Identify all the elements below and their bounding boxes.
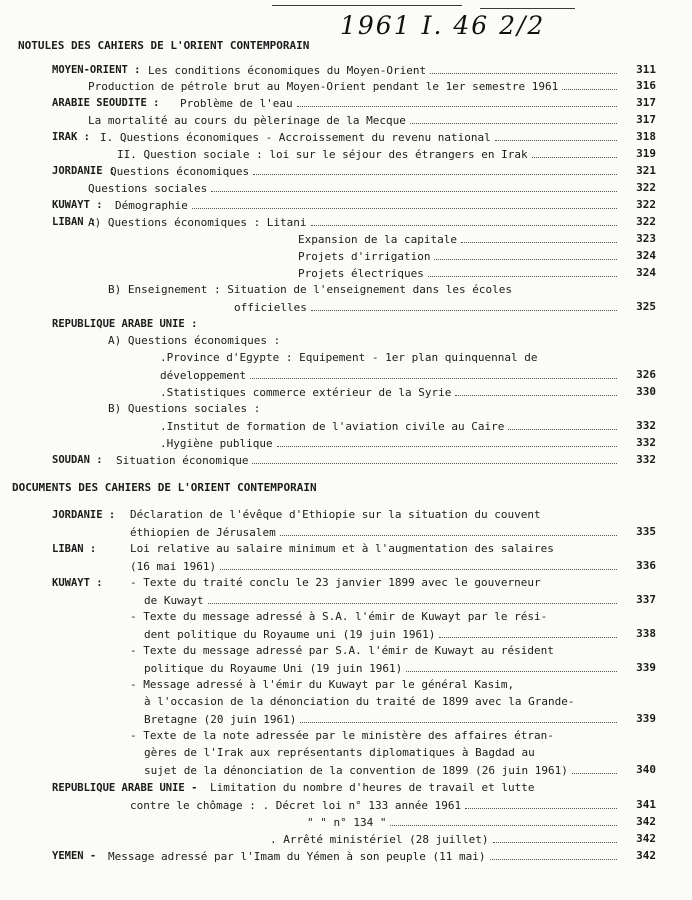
toc-entry	[0, 163, 692, 179]
top-rule-left	[272, 5, 462, 6]
toc-entry	[0, 367, 692, 383]
entry-text	[298, 248, 620, 265]
dot-leader	[280, 524, 617, 536]
entry-text	[110, 163, 620, 180]
entry-text	[298, 231, 620, 248]
entry-title: Démographie	[115, 199, 188, 212]
entry-title: - Message adressé à l'émir du Kuwayt par le général Kasim,	[130, 678, 515, 691]
page-number: 317	[636, 113, 656, 126]
entry-text	[144, 762, 620, 779]
entry-title: Problème de l'eau	[180, 97, 293, 110]
entry-text	[144, 660, 620, 677]
page-number: 322	[636, 181, 656, 194]
toc-entry	[0, 78, 692, 94]
entry-title: contre le chômage : . Décret loi n° 133 année 1961	[130, 799, 462, 812]
dot-leader	[311, 214, 617, 226]
page-number: 339	[636, 712, 656, 725]
entry-text	[115, 197, 620, 214]
page-number: 332	[636, 453, 656, 466]
toc-entry	[0, 558, 692, 574]
dot-leader	[277, 435, 617, 447]
entry-text	[108, 848, 620, 865]
page-number: 321	[636, 164, 656, 177]
entry-text	[298, 265, 620, 282]
country-label: LIBAN :	[52, 216, 97, 228]
page-number: 332	[636, 436, 656, 449]
dot-leader	[390, 814, 617, 826]
entry-title: Questions économiques	[110, 165, 250, 178]
toc-entry	[0, 643, 692, 659]
toc-entry	[0, 507, 692, 523]
entry-title: - Texte de la note adressée par le ministère des affaires étran-	[130, 729, 554, 742]
entry-title: A) Questions économiques :	[108, 334, 281, 347]
toc-entry	[0, 814, 692, 830]
toc-entry	[0, 299, 692, 315]
page-number: 342	[636, 832, 656, 845]
entry-title: Projets d'irrigation	[298, 250, 431, 263]
dot-leader	[493, 831, 617, 843]
page-number: 342	[636, 815, 656, 828]
entry-text	[117, 146, 620, 163]
page-number: 322	[636, 215, 656, 228]
toc-entry	[0, 848, 692, 864]
toc-entry	[0, 660, 692, 676]
toc-entry	[0, 248, 692, 264]
toc-entry	[0, 592, 692, 608]
entry-title: Projets électriques	[298, 267, 424, 280]
toc-entry	[0, 831, 692, 847]
entry-text	[270, 831, 620, 848]
page-number: 324	[636, 249, 656, 262]
dot-leader	[297, 95, 617, 107]
entry-text	[88, 112, 620, 129]
toc-entry	[0, 435, 692, 451]
toc-entry	[0, 797, 692, 813]
entry-text	[130, 558, 620, 575]
entry-title: . Arrêté ministériel (28 juillet)	[270, 833, 489, 846]
entry-text	[88, 78, 620, 95]
dot-leader	[211, 180, 617, 192]
page-number: 316	[636, 79, 656, 92]
page-number: 338	[636, 627, 656, 640]
entry-text	[88, 180, 620, 197]
toc-entry	[0, 282, 692, 298]
entry-title: B) Questions sociales :	[108, 402, 261, 415]
country-label: LIBAN :	[52, 543, 97, 555]
entry-text	[144, 626, 620, 643]
entry-title: Bretagne (20 juin 1961)	[144, 713, 297, 726]
toc-entry	[0, 62, 692, 78]
toc-entry	[0, 265, 692, 281]
entry-text	[160, 435, 620, 452]
page-number: 311	[636, 63, 656, 76]
dot-leader	[430, 62, 617, 74]
country-label: YEMEN -	[52, 850, 97, 862]
page-number: 322	[636, 198, 656, 211]
country-label: MOYEN-ORIENT :	[52, 64, 141, 76]
toc-entry	[0, 180, 692, 196]
entry-text	[148, 62, 620, 79]
entry-title: Déclaration de l'évêque d'Ethiopie sur la situation du couvent	[130, 508, 541, 521]
entry-text	[88, 214, 620, 231]
entry-text	[160, 418, 620, 435]
toc-entry	[0, 197, 692, 213]
entry-title: La mortalité au cours du pèlerinage de la Mecque	[88, 114, 406, 127]
entry-title: .Province d'Egypte : Equipement - 1er plan quinquennal de	[160, 351, 538, 364]
toc-entry	[0, 384, 692, 400]
page-number: 317	[636, 96, 656, 109]
toc-entry	[0, 626, 692, 642]
entry-title: Production de pétrole brut au Moyen-Orient pendant le 1er semestre 1961	[88, 80, 559, 93]
toc-entry	[0, 780, 692, 796]
entry-title: B) Enseignement : Situation de l'enseignement dans les écoles	[108, 283, 512, 296]
toc-entry	[0, 112, 692, 128]
toc-entry	[0, 609, 692, 625]
entry-title: - Texte du message adressé à S.A. l'émir de Kuwayt par le rési-	[130, 610, 548, 623]
toc-entry	[0, 146, 692, 162]
entry-text	[130, 524, 620, 541]
dot-leader	[252, 452, 617, 464]
entry-text	[180, 95, 620, 112]
entry-text	[160, 367, 620, 384]
toc-entry	[0, 95, 692, 111]
dot-leader	[532, 146, 617, 158]
top-rule-right	[480, 8, 575, 9]
entry-title: à l'occasion de la dénonciation du traité de 1899 avec la Grande-	[144, 695, 575, 708]
page-number: 341	[636, 798, 656, 811]
toc-entry	[0, 350, 692, 366]
toc-entry	[0, 694, 692, 710]
page-number: 325	[636, 300, 656, 313]
dot-leader	[434, 248, 617, 260]
page-number: 342	[636, 849, 656, 862]
entry-title: éthiopien de Jérusalem	[130, 526, 276, 539]
page-number: 335	[636, 525, 656, 538]
toc-entry	[0, 745, 692, 761]
dot-leader	[572, 762, 617, 774]
entry-text	[307, 814, 620, 831]
entry-title: Message adressé par l'Imam du Yémen à son peuple (11 mai)	[108, 850, 486, 863]
entry-text	[160, 384, 620, 401]
entry-title: Situation économique	[116, 454, 249, 467]
toc-entry	[0, 541, 692, 557]
dot-leader	[455, 384, 617, 396]
entry-title: de Kuwayt	[144, 594, 204, 607]
toc-entry	[0, 762, 692, 778]
entry-text	[144, 592, 620, 609]
entry-title: Questions sociales	[88, 182, 208, 195]
dot-leader	[192, 197, 617, 209]
dot-leader	[495, 129, 617, 141]
toc-entry	[0, 418, 692, 434]
section-title-notules: NOTULES DES CAHIERS DE L'ORIENT CONTEMPORAIN	[18, 39, 310, 52]
dot-leader	[311, 299, 617, 311]
toc-entry	[0, 677, 692, 693]
dot-leader	[439, 626, 617, 638]
dot-leader	[562, 78, 617, 90]
country-label: IRAK :	[52, 131, 90, 143]
entry-title: .Statistiques commerce extérieur de la Syrie	[160, 386, 452, 399]
entry-title: A) Questions économiques : Litani	[88, 216, 307, 229]
toc-entry	[0, 401, 692, 417]
entry-title: I. Questions économiques - Accroissement du revenu national	[100, 131, 491, 144]
dot-leader	[253, 163, 617, 175]
dot-leader	[208, 592, 617, 604]
entry-title: - Texte du message adressé par S.A. l'émir de Kuwayt au résident	[130, 644, 554, 657]
page-number: 318	[636, 130, 656, 143]
toc-entry	[0, 452, 692, 468]
entry-title: gères de l'Irak aux représentants diplomatiques à Bagdad au	[144, 746, 535, 759]
country-label: JORDANIE :	[52, 165, 116, 177]
toc-entry	[0, 728, 692, 744]
entry-title: Loi relative au salaire minimum et à l'augmentation des salaires	[130, 542, 554, 555]
page-number: 323	[636, 232, 656, 245]
dot-leader	[250, 367, 617, 379]
entry-title: dent politique du Royaume uni (19 juin 1961)	[144, 628, 436, 641]
entry-title: Expansion de la capitale	[298, 233, 457, 246]
toc-entry	[0, 333, 692, 349]
country-label: REPUBLIQUE ARABE UNIE :	[52, 318, 198, 330]
toc-entry	[0, 316, 692, 332]
dot-leader	[428, 265, 617, 277]
entry-title: .Institut de formation de l'aviation civile au Caire	[160, 420, 505, 433]
country-label: JORDANIE :	[52, 509, 116, 521]
toc-entry	[0, 711, 692, 727]
dot-leader	[406, 660, 617, 672]
entry-text	[130, 797, 620, 814]
entry-text	[234, 299, 620, 316]
page-number: 336	[636, 559, 656, 572]
page-number: 330	[636, 385, 656, 398]
country-label: KUWAYT :	[52, 199, 103, 211]
country-label: KUWAYT :	[52, 577, 103, 589]
toc-entry	[0, 129, 692, 145]
page-number: 326	[636, 368, 656, 381]
entry-title: .Hygiène publique	[160, 437, 273, 450]
page-number: 337	[636, 593, 656, 606]
page-number: 324	[636, 266, 656, 279]
entry-title: - Texte du traité conclu le 23 janvier 1899 avec le gouverneur	[130, 576, 541, 589]
dot-leader	[410, 112, 617, 124]
entry-text	[100, 129, 620, 146]
entry-title: sujet de la dénonciation de la convention de 1899 (26 juin 1961)	[144, 764, 568, 777]
toc-entry	[0, 575, 692, 591]
page-number: 319	[636, 147, 656, 160]
entry-title: développement	[160, 369, 247, 382]
handwritten-note: 1961 I. 46 2/2	[340, 11, 546, 40]
dot-leader	[465, 797, 617, 809]
entry-title: Limitation du nombre d'heures de travail et lutte	[210, 781, 535, 794]
entry-title: Les conditions économiques du Moyen-Orient	[148, 64, 427, 77]
country-label: REPUBLIQUE ARABE UNIE -	[52, 782, 198, 794]
entry-title: " " n° 134 "	[307, 816, 387, 829]
dot-leader	[220, 558, 617, 570]
dot-leader	[490, 848, 618, 860]
entry-text	[144, 711, 620, 728]
dot-leader	[300, 711, 617, 723]
entry-title: (16 mai 1961)	[130, 560, 217, 573]
toc-entry	[0, 524, 692, 540]
dot-leader	[461, 231, 617, 243]
page-number: 332	[636, 419, 656, 432]
country-label: ARABIE SEOUDITE :	[52, 97, 160, 109]
entry-title: II. Question sociale : loi sur le séjour des étrangers en Irak	[117, 148, 528, 161]
entry-title: politique du Royaume Uni (19 juin 1961)	[144, 662, 403, 675]
entry-text	[116, 452, 620, 469]
dot-leader	[508, 418, 617, 430]
page-number: 340	[636, 763, 656, 776]
toc-entry	[0, 231, 692, 247]
toc-entry	[0, 214, 692, 230]
page-number: 339	[636, 661, 656, 674]
country-label: SOUDAN :	[52, 454, 103, 466]
entry-title: officielles	[234, 301, 307, 314]
section-title-documents: DOCUMENTS DES CAHIERS DE L'ORIENT CONTEMPORAIN	[12, 481, 317, 494]
